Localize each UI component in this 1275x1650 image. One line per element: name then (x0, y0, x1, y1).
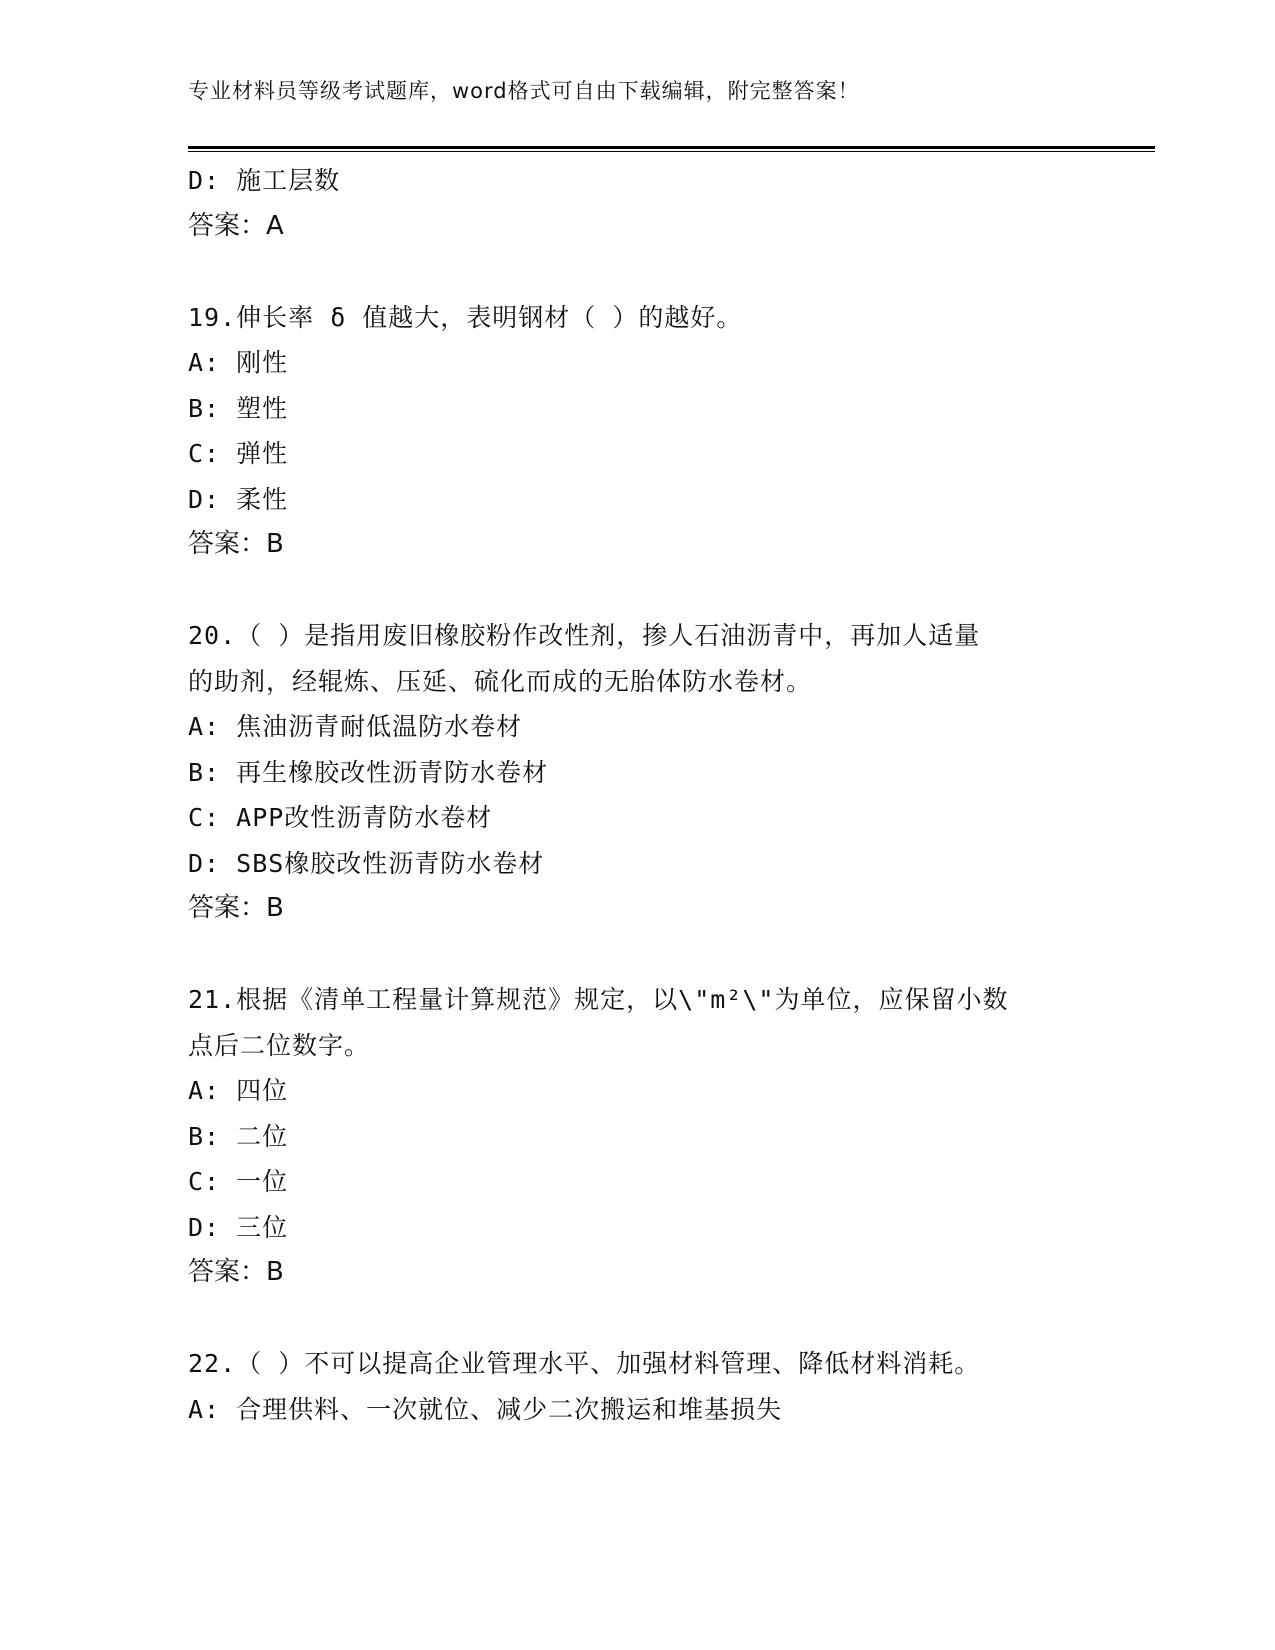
question-19-option-b: B: 塑性 (188, 393, 289, 423)
spacer (188, 249, 1088, 295)
page-header: 专业材料员等级考试题库，word格式可自由下载编辑，附完整答案！ (188, 79, 860, 103)
question-21-option-d: D: 三位 (188, 1212, 289, 1242)
question-20-option-b: B: 再生橡胶改性沥青防水卷材 (188, 757, 549, 787)
question-21-option-a: A: 四位 (188, 1076, 289, 1105)
question-20-stem-line-1: 20.（ ）是指用废旧橡胶粉作改性剂，掺人石油沥青中，再加人适量 (188, 621, 981, 650)
question-21 (188, 977, 1088, 1296)
question-20-option-c: C: APP改性沥青防水卷材 (188, 803, 493, 832)
question-19-option-a: A: 刚性 (188, 348, 289, 377)
question-20 (188, 613, 1088, 932)
question-19-option-c: C: 弹性 (188, 439, 289, 468)
spacer (188, 932, 1088, 978)
prev-option-d: D: 施工层数 (188, 166, 341, 195)
spacer (188, 1296, 1088, 1342)
question-21-stem-line-2: 点后二位数字。 (188, 1030, 371, 1060)
question-22-stem: 22.（ ）不可以提高企业管理水平、加强材料管理、降低材料消耗。 (188, 1349, 981, 1378)
question-21-stem-line-1: 21.根据《清单工程量计算规范》规定，以\"m²\"为单位，应保留小数 (188, 985, 1009, 1014)
question-21-option-c: C: 一位 (188, 1167, 289, 1196)
spacer (188, 568, 1088, 614)
header-divider (188, 146, 1155, 152)
question-22-option-a: A: 合理供料、一次就位、减少二次搬运和堆基损失 (188, 1394, 783, 1424)
question-20-option-a: A: 焦油沥青耐低温防水卷材 (188, 712, 523, 741)
question-list (188, 158, 1088, 1432)
question-20-option-d: D: SBS橡胶改性沥青防水卷材 (188, 848, 545, 878)
question-20-stem-line-2: 的助剂，经辊炼、压延、硫化而成的无胎体防水卷材。 (188, 666, 813, 696)
question-22 (188, 1341, 1088, 1432)
question-19 (188, 295, 1088, 568)
question-19-stem: 19.伸长率 δ 值越大，表明钢材（ ）的越好。 (188, 302, 743, 332)
question-21-option-b: B: 二位 (188, 1121, 289, 1151)
question-19-answer: 答案：B (188, 529, 284, 559)
question-20-answer: 答案：B (188, 893, 284, 923)
prev-answer: 答案：A (188, 210, 284, 241)
question-19-option-d: D: 柔性 (188, 484, 289, 514)
question-21-answer: 答案：B (188, 1257, 284, 1287)
